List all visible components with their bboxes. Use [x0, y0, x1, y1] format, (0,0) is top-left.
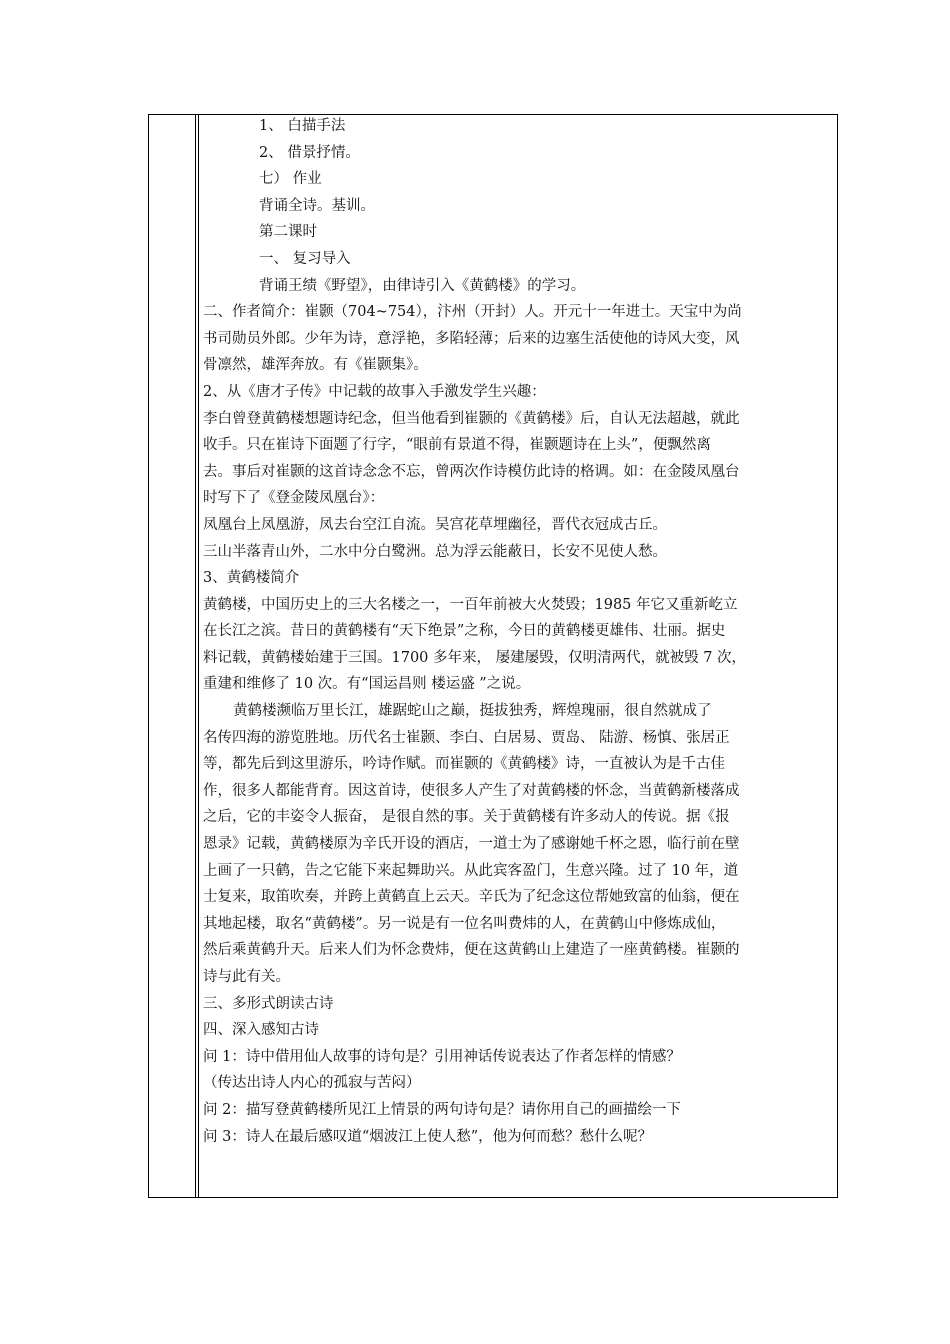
text-line: 二、作者简介：崔颢（704~754），汴州（开封）人。开元十一年进士。天宝中为尚	[203, 304, 742, 321]
lesson-content-cell	[203, 113, 829, 1150]
text-line: 骨凛然，雄浑奔放。有《崔颢集》。	[203, 357, 428, 374]
text-line: 去。事后对崔颢的这首诗念念不忘，曾两次作诗模仿此诗的格调。如：在金陵凤凰台	[203, 463, 740, 480]
text-line: 背诵王绩《野望》，由律诗引入《黄鹤楼》的学习。	[259, 277, 586, 294]
text-line: 2、从《唐才子传》中记载的故事入手激发学生兴趣：	[203, 383, 546, 400]
text-line: 收手。只在崔诗下面题了行字，“眼前有景道不得，崔颢题诗在上头”，便飘然离	[203, 437, 711, 454]
text-line: 黄鹤楼，中国历史上的三大名楼之一，一百年前被大火焚毁；1985 年它又重新屹立	[203, 596, 738, 613]
text-line: 凤凰台上凤凰游，凤去台空江自流。吴宫花草埋幽径，晋代衣冠成古丘。	[203, 516, 667, 533]
text-line: 四、深入感知古诗	[203, 1022, 319, 1039]
text-line: 三山半落青山外，二水中分白鹭洲。总为浮云能蔽日，长安不见使人愁。	[203, 543, 667, 560]
text-line: 之后，它的丰姿令人振奋， 是很自然的事。关于黄鹤楼有许多动人的传说。据《报	[203, 809, 730, 826]
text-line: 书司勋员外郎。少年为诗，意浮艳，多陷轻薄；后来的边塞生活使他的诗风大变，风	[203, 330, 740, 347]
text-line: 其地起楼，取名“黄鹤楼”。另一说是有一位名叫费炜的人，在黄鹤山中修炼成仙，	[203, 915, 726, 932]
text-line: 黄鹤楼濒临万里长江，雄踞蛇山之巅，挺拔独秀，辉煌瑰丽，很自然就成了	[233, 703, 712, 720]
text-line: 2、 借景抒情。	[259, 144, 360, 161]
table-column-divider	[198, 115, 199, 1197]
text-line: 第二课时	[259, 224, 317, 241]
text-line: 名传四海的游览胜地。历代名士崔颢、李白、白居易、贾岛、 陆游、杨慎、张居正	[203, 729, 730, 746]
text-line: 3、黄鹤楼简介	[203, 570, 300, 587]
text-line: 问 2：描写登黄鹤楼所见江上情景的两句诗句是？请你用自己的画描绘一下	[203, 1101, 681, 1118]
text-line: 作，很多人都能背育。因这首诗，使很多人产生了对黄鹤楼的怀念，当黄鹤新楼落成	[203, 782, 740, 799]
text-line: 一、 复习导入	[259, 250, 351, 267]
text-line: 1、 白描手法	[259, 118, 346, 134]
text-line: 料记载，黄鹤楼始建于三国。1700 多年来， 屡建屡毁，仅明清两代，就被毁 7 次，	[203, 649, 747, 666]
text-line: 三、多形式朗读古诗	[203, 995, 334, 1012]
text-line: 上画了一只鹤，告之它能下来起舞助兴。从此宾客盈门，生意兴隆。过了 10 年，道	[203, 862, 739, 879]
text-line: 重建和维修了 10 次。有“国运昌则 楼运盛 ”之说。	[203, 676, 531, 693]
table-column-divider	[195, 115, 196, 1197]
text-line: 问 1：诗中借用仙人故事的诗句是？引用神话传说表达了作者怎样的情感？	[203, 1048, 681, 1065]
text-line: 等，都先后到这里游乐，吟诗作赋。而崔颢的《黄鹤楼》诗，一直被认为是千古佳	[203, 756, 725, 773]
text-line: 问 3：诗人在最后感叹道“烟波江上使人愁”，他为何而愁？愁什么呢？	[203, 1128, 653, 1145]
text-line: 然后乘黄鹤升天。后来人们为怀念费炜，便在这黄鹤山上建造了一座黄鹤楼。崔颢的	[203, 942, 740, 959]
text-line: 时写下了《登金陵凤凰台》：	[203, 490, 385, 507]
text-line: 背诵全诗。基训。	[259, 197, 375, 214]
text-line: 士复来，取笛吹奏，并跨上黄鹤直上云天。辛氏为了纪念这位帮她致富的仙翁，便在	[203, 889, 740, 906]
text-line: 恩录》记载，黄鹤楼原为辛氏开设的酒店，一道士为了感谢她千杯之恩，临行前在壁	[203, 836, 740, 853]
text-line: 七） 作业	[259, 171, 322, 188]
text-line: 李白曾登黄鹤楼想题诗纪念，但当他看到崔颢的《黄鹤楼》后，自认无法超越，就此	[203, 410, 740, 427]
text-line: 诗与此有关。	[203, 969, 290, 985]
text-line: （传达出诗人内心的孤寂与苦闷）	[203, 1075, 421, 1092]
lesson-plan-table	[148, 114, 838, 1198]
text-line: 在长江之滨。昔日的黄鹤楼有“天下绝景”之称，今日的黄鹤楼更雄伟、壮丽。据史	[203, 623, 726, 640]
